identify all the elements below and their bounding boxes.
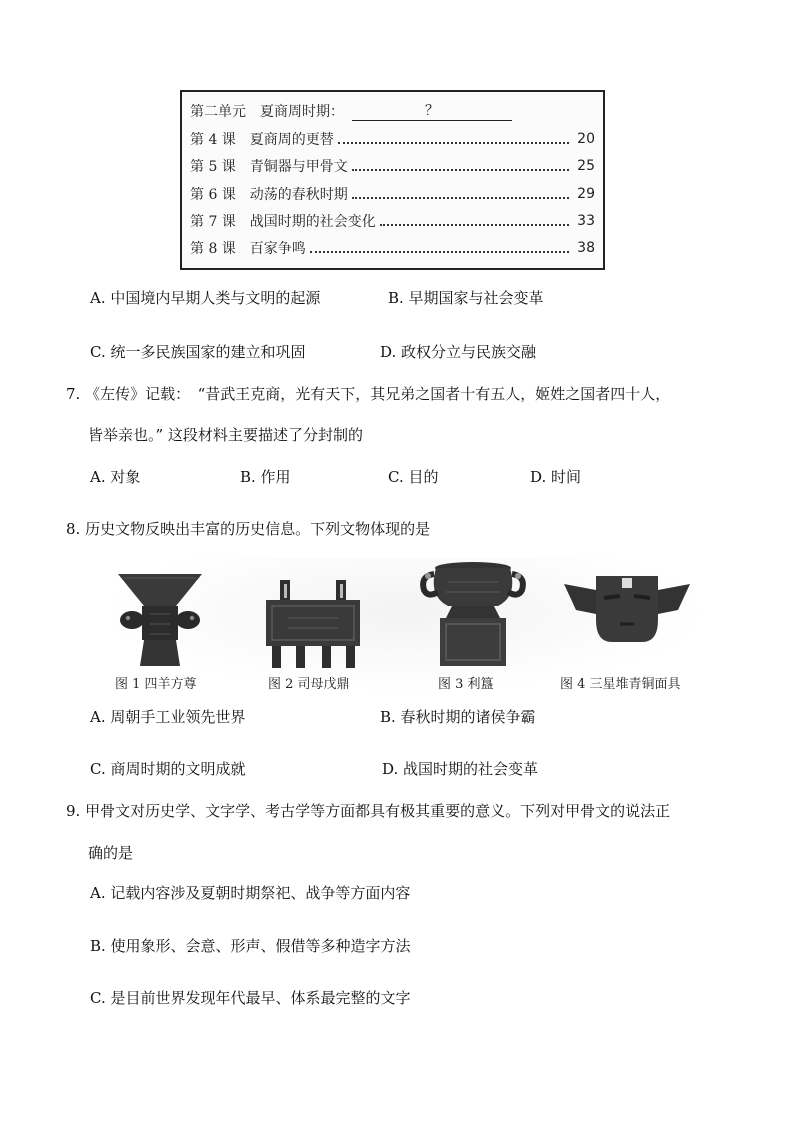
q6-option-d: D. 政权分立与民族交融 — [380, 343, 537, 361]
q6-option-c: C. 统一多民族国家的建立和巩固 — [90, 343, 306, 361]
q8-option-d: D. 战国时期的社会变革 — [382, 760, 539, 778]
figure-caption: 图 2 司母戊鼎 — [268, 677, 350, 692]
q8-option-b: B. 春秋时期的诸侯争霸 — [380, 708, 536, 726]
toc-lesson-label: 第 5 课 青铜器与甲骨文 — [190, 159, 348, 175]
toc-leader-dots — [352, 197, 569, 199]
simuwu-ding-image — [258, 578, 368, 670]
toc-lesson-page: 29 — [577, 186, 595, 202]
four-ram-zun-image — [110, 568, 210, 668]
toc-unit-row — [190, 100, 595, 122]
q9-option-b: B. 使用象形、会意、形声、假借等多种造字方法 — [90, 937, 411, 955]
q8-option-a: A. 周朝手工业领先世界 — [90, 708, 246, 726]
figure-caption: 图 1 四羊方尊 — [115, 677, 197, 692]
toc-unit-title: 第二单元 夏商周时期： — [190, 104, 344, 120]
toc-leader-dots — [380, 224, 569, 226]
toc-lesson-label: 第 7 课 战国时期的社会变化 — [190, 214, 376, 230]
q8-option-c: C. 商周时期的文明成就 — [90, 760, 246, 778]
toc-lesson-row — [190, 155, 595, 177]
toc-lesson-row — [190, 183, 595, 205]
sanxingdui-mask-image — [562, 570, 692, 648]
q7-stem-line2: 皆举亲也。” 这段材料主要描述了分封制的 — [88, 426, 363, 444]
q8-stem: 8. 历史文物反映出丰富的历史信息。下列文物体现的是 — [66, 520, 431, 538]
toc-lesson-page: 25 — [577, 158, 595, 174]
toc-lesson-page: 38 — [577, 240, 595, 256]
toc-lesson-label: 第 8 课 百家争鸣 — [190, 241, 306, 257]
q7-option-c: C. 目的 — [388, 468, 439, 486]
toc-leader-dots — [338, 142, 569, 144]
q9-option-a: A. 记载内容涉及夏朝时期祭祀、战争等方面内容 — [90, 884, 411, 902]
figure-caption: 图 4 三星堆青铜面具 — [560, 677, 681, 692]
toc-lesson-row — [190, 128, 595, 150]
toc-lesson-label: 第 6 课 动荡的春秋时期 — [190, 187, 348, 203]
q9-option-c: C. 是目前世界发现年代最早、体系最完整的文字 — [90, 989, 411, 1007]
toc-lesson-page: 33 — [577, 213, 595, 229]
toc-unit-blank: ？ — [352, 102, 512, 121]
q6-option-b: B. 早期国家与社会变革 — [388, 289, 544, 307]
q9-stem-line2: 确的是 — [88, 844, 134, 862]
q7-option-d: D. 时间 — [530, 468, 582, 486]
q7-stem-line1: 7. 《左传》记载： “昔武王克商，光有天下，其兄弟之国者十有五人，姬姓之国者四十人， — [66, 385, 671, 403]
toc-lesson-label: 第 4 课 夏商周的更替 — [190, 132, 334, 148]
toc-image — [180, 90, 605, 270]
toc-leader-dots — [352, 169, 569, 171]
li-gui-image — [418, 556, 528, 668]
q7-option-a: A. 对象 — [90, 468, 141, 486]
toc-lesson-row — [190, 210, 595, 232]
toc-leader-dots — [310, 251, 569, 253]
figure-caption: 图 3 利簋 — [438, 677, 494, 692]
q9-stem-line1: 9. 甲骨文对历史学、文字学、考古学等方面都具有极其重要的意义。下列对甲骨文的说法正 — [66, 802, 671, 820]
q7-option-b: B. 作用 — [240, 468, 291, 486]
q6-option-a: A. 中国境内早期人类与文明的起源 — [90, 289, 321, 307]
toc-lesson-page: 20 — [577, 131, 595, 147]
toc-lesson-row — [190, 237, 595, 259]
